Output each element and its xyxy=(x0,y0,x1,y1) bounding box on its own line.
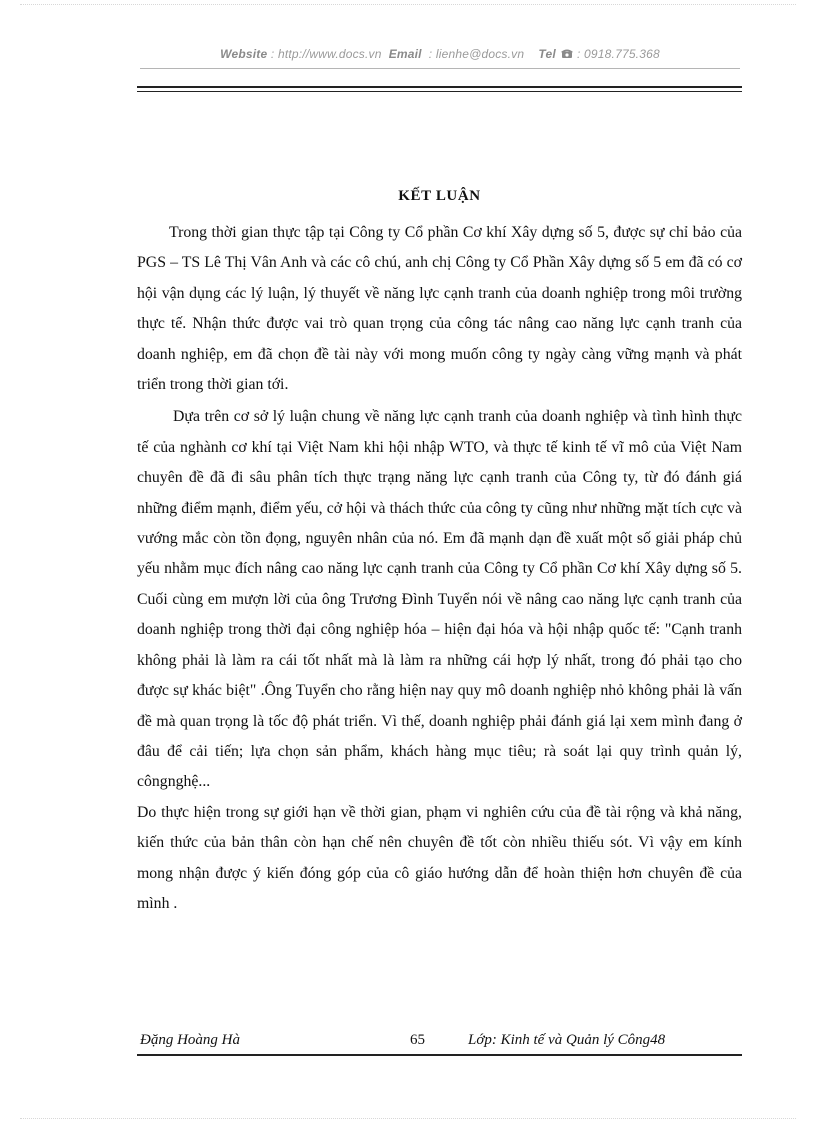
email-value[interactable]: : lienhe@docs.vn xyxy=(428,47,525,61)
website-label: Website xyxy=(220,47,268,61)
footer-divider xyxy=(137,1054,742,1056)
page-header xyxy=(140,47,740,62)
page-title: KẾT LUẬN xyxy=(398,188,481,204)
page-number: 65 xyxy=(410,1032,425,1048)
tel-value: : 0918.775.368 xyxy=(576,47,660,61)
email-label: Email xyxy=(388,47,422,61)
page-border-top xyxy=(20,4,796,5)
paragraph-2: Dựa trên cơ sở lý luận chung về năng lực cạnh tranh của doanh nghiệp và tình hình thực tế của nghành cơ khí tại Việt Nam khi hội nhập WTO, và thực tế kinh tế vĩ mô của Việt Nam chuyên đề đã đi sâu phân tích thực trạng năng lực cạnh tranh của Công ty, từ đó đánh giá những điểm mạnh, điểm yếu, cở hội và thách thức của công ty cũng như những mặt tích cực và vướng mắc còn tồn đọng, nguyên nhân của nó. Em đã mạnh dạn đề xuất một số giải pháp chủ yếu nhằm mục đích nâng cao năng lực cạnh tranh của Công ty Cổ phần Cơ khí Xây dựng số 5. Cuối cùng em mượn lời của ông Trương Đình Tuyển nói về nâng cao năng lực cạnh tranh của doanh nghiệp trong thời đại công nghiệp hóa – hiện đại hóa và hội nhập quốc tế: "Cạnh tranh không phải là làm ra cái tốt nhất mà là làm ra những cái hợp lý nhất, trong đó phải tạo cho được sự khác biệt" .Ông Tuyển cho rằng hiện nay quy mô doanh nghiệp nhỏ không phải là vấn đề mà quan trọng là tốc độ phát triển. Vì thế, doanh nghiệp phải đánh giá lại xem mình đang ở đâu để cải tiến; lựa chọn sản phẩm, khách hàng mục tiêu; rà soát lại quy trình quản lý, côngnghệ... xyxy=(137,408,742,791)
document-body xyxy=(137,218,742,919)
paragraph-1: Trong thời gian thực tập tại Công ty Cổ phần Cơ khí Xây dựng số 5, được sự chỉ bảo của PGS – TS Lê Thị Vân Anh và các cô chú, anh chị Công ty Cổ Phần Xây dựng số 5 em đã có cơ hội vận dụng các lý luận, lý thuyết về năng lực cạnh tranh của doanh nghiệp trong môi trường thực tế. Nhận thức được vai trò quan trọng của công tác nâng cao năng lực cạnh tranh của doanh nghiệp, em đã chọn đề tài này với mong muốn công ty ngày càng vững mạnh và phát triển trong thời gian tới. xyxy=(137,224,742,394)
header-divider-double xyxy=(137,86,742,92)
header-divider-thin xyxy=(140,68,740,69)
page-border-bottom xyxy=(20,1118,796,1119)
website-value[interactable]: : http://www.docs.vn xyxy=(270,47,382,61)
paragraph-3: Do thực hiện trong sự giới hạn về thời gian, phạm vi nghiên cứu của đề tài rộng và khả năng, kiến thức của bản thân còn hạn chế nên chuyên đề tốt còn nhiều thiếu sót. Vì vậy em kính mong nhận được ý kiến đóng góp của cô giáo hướng dẫn để hoàn thiện hơn chuyên đề của mình . xyxy=(137,803,742,912)
tel-label: Tel xyxy=(538,47,556,61)
telephone-icon xyxy=(561,48,573,62)
footer-class-info: Lớp: Kinh tế và Quản lý Công48 xyxy=(468,1032,666,1048)
footer-author: Đặng Hoàng Hà xyxy=(140,1032,240,1048)
